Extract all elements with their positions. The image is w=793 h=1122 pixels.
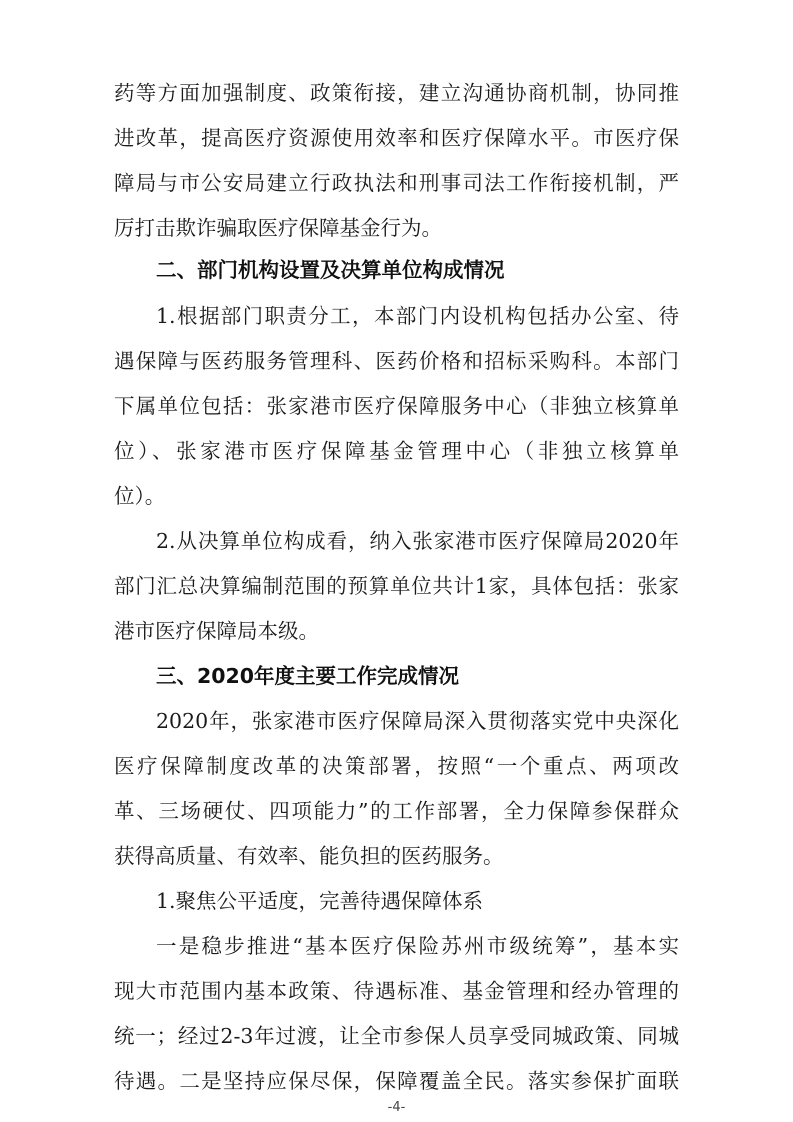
paragraph-line: 位）、张家港市医疗保障基金管理中心（非独立核算单	[114, 439, 679, 463]
subsection-heading: 1.聚焦公平适度，完善待遇保障体系	[156, 889, 484, 913]
paragraph-line: 统一；经过2-3年过渡，让全市参保人员享受同城政策、同城	[114, 1024, 679, 1048]
section-heading: 三、2020年度主要工作完成情况	[156, 664, 460, 688]
paragraph-line: 药等方面加强制度、政策衔接，建立沟通协商机制，协同推	[114, 81, 679, 105]
paragraph-line: 部门汇总决算编制范围的预算单位共计1家，具体包括：张家	[114, 574, 679, 598]
paragraph-line: 获得高质量、有效率、能负担的医药服务。	[114, 844, 504, 868]
paragraph-line: 一是稳步推进“基本医疗保险苏州市级统筹”，基本实	[156, 934, 679, 958]
paragraph-line: 现大市范围内基本政策、待遇标准、基金管理和经办管理的	[114, 979, 679, 1003]
paragraph-line: 革、三场硬仗、四项能力”的工作部署，全力保障参保群众	[114, 799, 679, 823]
paragraph-line: 待遇。二是坚持应保尽保，保障覆盖全民。落实参保扩面联	[114, 1069, 679, 1093]
paragraph-line: 1.根据部门职责分工，本部门内设机构包括办公室、待	[156, 304, 679, 328]
section-heading: 二、部门机构设置及决算单位构成情况	[156, 258, 505, 282]
paragraph-line: 厉打击欺诈骗取医疗保障基金行为。	[114, 216, 442, 240]
paragraph-line: 位）。	[114, 484, 166, 508]
paragraph-line: 障局与市公安局建立行政执法和刑事司法工作衔接机制，严	[114, 171, 679, 195]
paragraph-line: 2020年，张家港市医疗保障局深入贯彻落实党中央深化	[156, 709, 679, 733]
paragraph-line: 港市医疗保障局本级。	[114, 619, 319, 643]
paragraph-line: 进改革，提高医疗资源使用效率和医疗保障水平。市医疗保	[114, 126, 679, 150]
page-number: -4-	[387, 1100, 406, 1115]
paragraph-line: 2.从决算单位构成看，纳入张家港市医疗保障局2020年	[156, 529, 679, 553]
paragraph-line: 医疗保障制度改革的决策部署，按照“一个重点、两项改	[114, 754, 679, 778]
paragraph-line: 下属单位包括：张家港市医疗保障服务中心（非独立核算单	[114, 394, 679, 418]
paragraph-line: 遇保障与医药服务管理科、医药价格和招标采购科。本部门	[114, 349, 679, 373]
